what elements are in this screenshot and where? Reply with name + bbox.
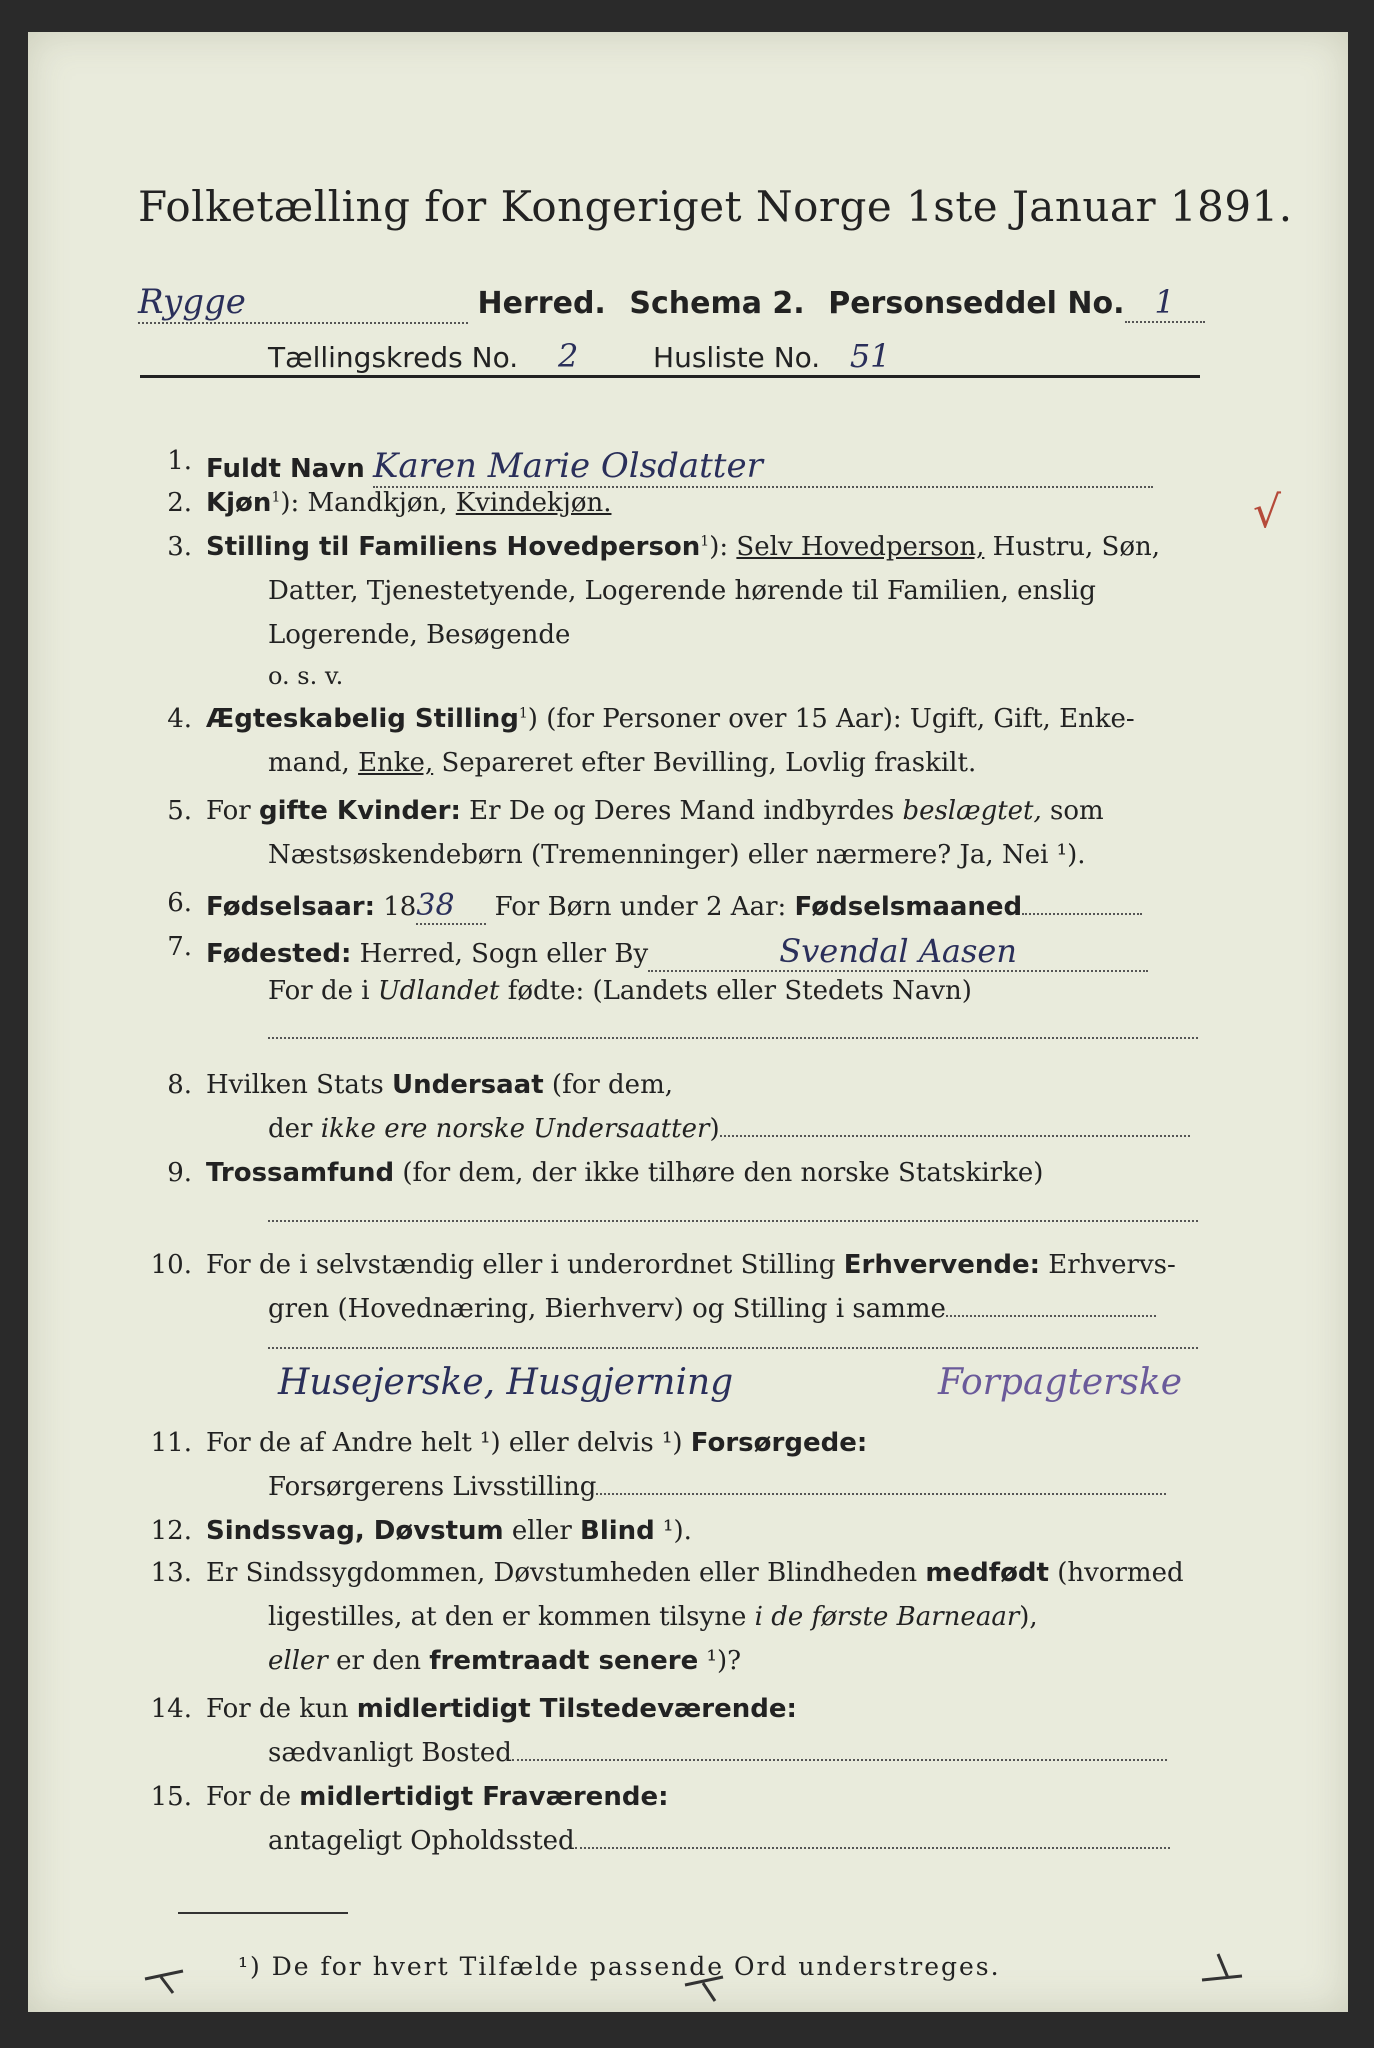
congenital-text: (hvormed: [1048, 1558, 1184, 1588]
item-3-line-1: Stilling til Familiens Hovedperson$^1$): Selv Hovedperson, Hustru, Søn,: [206, 532, 1161, 562]
footnote: ¹) De for hvert Tilfælde passende Ord understreges.: [238, 1952, 1001, 1981]
item-7-line-1: [206, 932, 1148, 972]
item-number: 7.: [167, 932, 192, 962]
family-position-selected: Selv Hovedperson,: [736, 532, 985, 562]
item-2: [206, 488, 611, 518]
occupation-text: Erhvervs-: [1040, 1250, 1176, 1280]
occupation-text: gren (Hovednæring, Bierhverv) og Stilling i samme: [268, 1294, 946, 1324]
page-title: Folketælling for Kongeriget Norge 1ste Januar 1891.: [138, 182, 1293, 231]
item-4-line-1: Ægteskabelig Stilling$^1$) (for Personer over 15 Aar): Ugift, Gift, Enke-: [206, 704, 1135, 734]
family-position-text: ):: [709, 532, 737, 562]
item-number: 5.: [167, 796, 192, 826]
marital-text: ) (for Personer over 15 Aar): Ugift, Gift, Enke-: [527, 704, 1135, 734]
temporary-present-label: midlertidigt Tilstedeværende:: [356, 1694, 797, 1724]
item-1: [206, 446, 1153, 488]
full-name-value: Karen Marie Olsdatter: [373, 446, 1153, 488]
birthplace-value: Svendal Aasen: [648, 932, 1148, 972]
blind-label: Blind: [580, 1516, 655, 1546]
congenital-text: er den: [327, 1646, 430, 1676]
support-text: For de af Andre helt ¹) eller delvis ¹): [206, 1428, 691, 1458]
header-line-2: [268, 337, 920, 377]
abroad-text: fødte: (Landets eller Stedets Navn): [499, 976, 972, 1006]
item-8-line-2: der ikke ere norske Undersaatter): [268, 1114, 1190, 1144]
item-10-line-2: [268, 1294, 1156, 1324]
kreds-label: Tællingskreds No.: [268, 341, 519, 374]
congenital-text: ),: [1019, 1602, 1038, 1632]
item-number: 2.: [167, 488, 192, 518]
religion-text: (for dem, der ikke tilhøre den norske Statskirke): [394, 1158, 1044, 1188]
census-sheet: [28, 32, 1348, 2012]
schema-label: Schema 2.: [629, 286, 805, 321]
item-15-line-2: [268, 1826, 1170, 1856]
married-text: For: [206, 796, 259, 826]
gender-options: ): Mandkjøn,: [280, 488, 456, 518]
item-12: [206, 1516, 692, 1546]
childhood-term: i de første Barneaar: [754, 1602, 1020, 1632]
supported-label: Forsørgede:: [690, 1428, 868, 1458]
birth-month-text: For Børn under 2 Aar:: [486, 892, 795, 922]
blank-line: [268, 1347, 1198, 1349]
husliste-value: 51: [820, 337, 920, 377]
item-number: 13.: [150, 1558, 192, 1588]
item-number: 14.: [150, 1694, 192, 1724]
item-6: [206, 888, 1142, 925]
item-number: 10.: [150, 1250, 192, 1280]
religion-label: Trossamfund: [206, 1158, 395, 1188]
item-number: 4.: [167, 704, 192, 734]
married-women-label: gifte Kvinder:: [258, 796, 461, 826]
item-number: 6.: [167, 888, 192, 918]
support-text: Forsørgerens Livsstilling: [268, 1472, 597, 1502]
abroad-text: For de i: [268, 976, 378, 1006]
item-13-line-1: [206, 1558, 1184, 1588]
kreds-value: 2: [518, 337, 618, 377]
congenital-text: Er Sindssygdommen, Døvstumheden eller Blindheden: [206, 1558, 926, 1588]
footnote-ref: 1: [271, 489, 281, 506]
registration-mark-icon: [143, 1957, 193, 1997]
personseddel-label: Personseddel No.: [828, 286, 1125, 321]
husliste-label: Husliste No.: [653, 341, 821, 374]
citizenship-label: Undersaat: [391, 1070, 544, 1100]
absent-text: For de: [206, 1782, 300, 1812]
occupation-value: Husejerske, Husgjerning: [278, 1362, 734, 1403]
item-3-line-2: Datter, Tjenestetyende, Logerende hørende til Familien, enslig: [268, 576, 1096, 606]
marital-selected: Enke,: [358, 748, 434, 778]
item-9: [206, 1158, 1043, 1188]
item-4-line-2: [268, 748, 976, 778]
disability-text: ¹).: [654, 1516, 692, 1546]
marital-label: Ægteskabelig Stilling: [206, 704, 519, 734]
disability-text: eller: [503, 1516, 581, 1546]
family-position-label: Stilling til Familiens Hovedperson: [206, 532, 701, 562]
item-5-line-1: [206, 796, 1104, 826]
item-15-line-1: [206, 1782, 668, 1812]
personseddel-value: 1: [1125, 283, 1205, 323]
item-14-line-2: [268, 1738, 1167, 1768]
registration-mark-icon: [1198, 1950, 1248, 1990]
occupation-value-2: Forpagterske: [938, 1362, 1183, 1403]
temporary-text: sædvanligt Bosted: [268, 1738, 512, 1768]
item-number: 1.: [167, 446, 192, 476]
item-11-line-2: [268, 1472, 1166, 1502]
blank-line: [268, 1220, 1198, 1222]
header-line-1: [138, 282, 1205, 324]
later-label: fremtraadt senere: [429, 1646, 699, 1676]
item-10-line-1: [206, 1250, 1176, 1280]
registration-mark-icon: [683, 1967, 733, 2007]
birth-year-value: 38: [416, 888, 486, 925]
related-term: beslægtet,: [902, 796, 1042, 826]
check-mark: √: [1253, 487, 1282, 538]
item-number: 3.: [167, 532, 192, 562]
birth-year-label: Fødselsaar:: [206, 892, 375, 922]
occupation-label: Erhvervende:: [843, 1250, 1041, 1280]
occupation-text: For de i selvstændig eller i underordnet Stilling: [206, 1250, 844, 1280]
footnote-divider: [178, 1912, 348, 1914]
congenital-label: medfødt: [925, 1558, 1049, 1588]
item-number: 9.: [167, 1158, 192, 1188]
item-number: 12.: [150, 1516, 192, 1546]
herred-label: Herred.: [477, 286, 606, 321]
blank-line: [268, 1037, 1198, 1039]
congenital-text: ¹)?: [698, 1646, 742, 1676]
item-5-line-2: Næstsøskendebørn (Tremenninger) eller nærmere? Ja, Nei ¹).: [268, 840, 1086, 870]
gender-label: Kjøn: [206, 488, 272, 518]
citizenship-text: Hvilken Stats: [206, 1070, 392, 1100]
item-13-line-2: [268, 1602, 1038, 1632]
herred-value: Rygge: [138, 282, 468, 324]
temporary-text: For de kun: [206, 1694, 357, 1724]
disability-label: Sindssvag, Døvstum: [206, 1516, 504, 1546]
header-divider: [140, 375, 1200, 378]
temporary-absent-label: midlertidigt Fraværende:: [299, 1782, 669, 1812]
item-13-line-3: [268, 1646, 741, 1676]
item-number: 8.: [167, 1070, 192, 1100]
congenital-text: ligestilles, at den er kommen tilsyne: [268, 1602, 755, 1632]
full-name-label: Fuldt Navn: [206, 454, 365, 484]
gender-selected: Kvindekjøn.: [455, 488, 612, 518]
item-3-line-4: o. s. v.: [268, 662, 344, 690]
marital-text: mand,: [268, 748, 359, 778]
item-3-line-3: Logerende, Besøgende: [268, 620, 571, 650]
citizenship-text: der: [268, 1114, 321, 1144]
birthplace-label: Fødested:: [206, 939, 352, 969]
item-7-line-2: [268, 976, 972, 1006]
item-11-line-1: [206, 1428, 867, 1458]
citizenship-term: ikke ere norske Undersaatter: [320, 1114, 710, 1144]
married-text: som: [1041, 796, 1104, 826]
birthplace-text: Herred, Sogn eller By: [351, 939, 649, 969]
family-position-text: Hustru, Søn,: [984, 532, 1161, 562]
married-text: Er De og Deres Mand indbyrdes: [460, 796, 903, 826]
abroad-term: Udlandet: [377, 976, 500, 1006]
item-number: 11.: [150, 1428, 192, 1458]
item-8-line-1: [206, 1070, 673, 1100]
item-number: 15.: [150, 1782, 192, 1812]
marital-text: Separeret efter Bevilling, Lovlig fraskilt.: [433, 748, 977, 778]
birth-month-label: Fødselsmaaned: [794, 892, 1023, 922]
birth-year-prefix: 18: [375, 892, 417, 922]
citizenship-text: (for dem,: [543, 1070, 673, 1100]
or-term: eller: [268, 1646, 328, 1676]
absent-text: antageligt Opholdssted: [268, 1826, 575, 1856]
item-14-line-1: [206, 1694, 797, 1724]
